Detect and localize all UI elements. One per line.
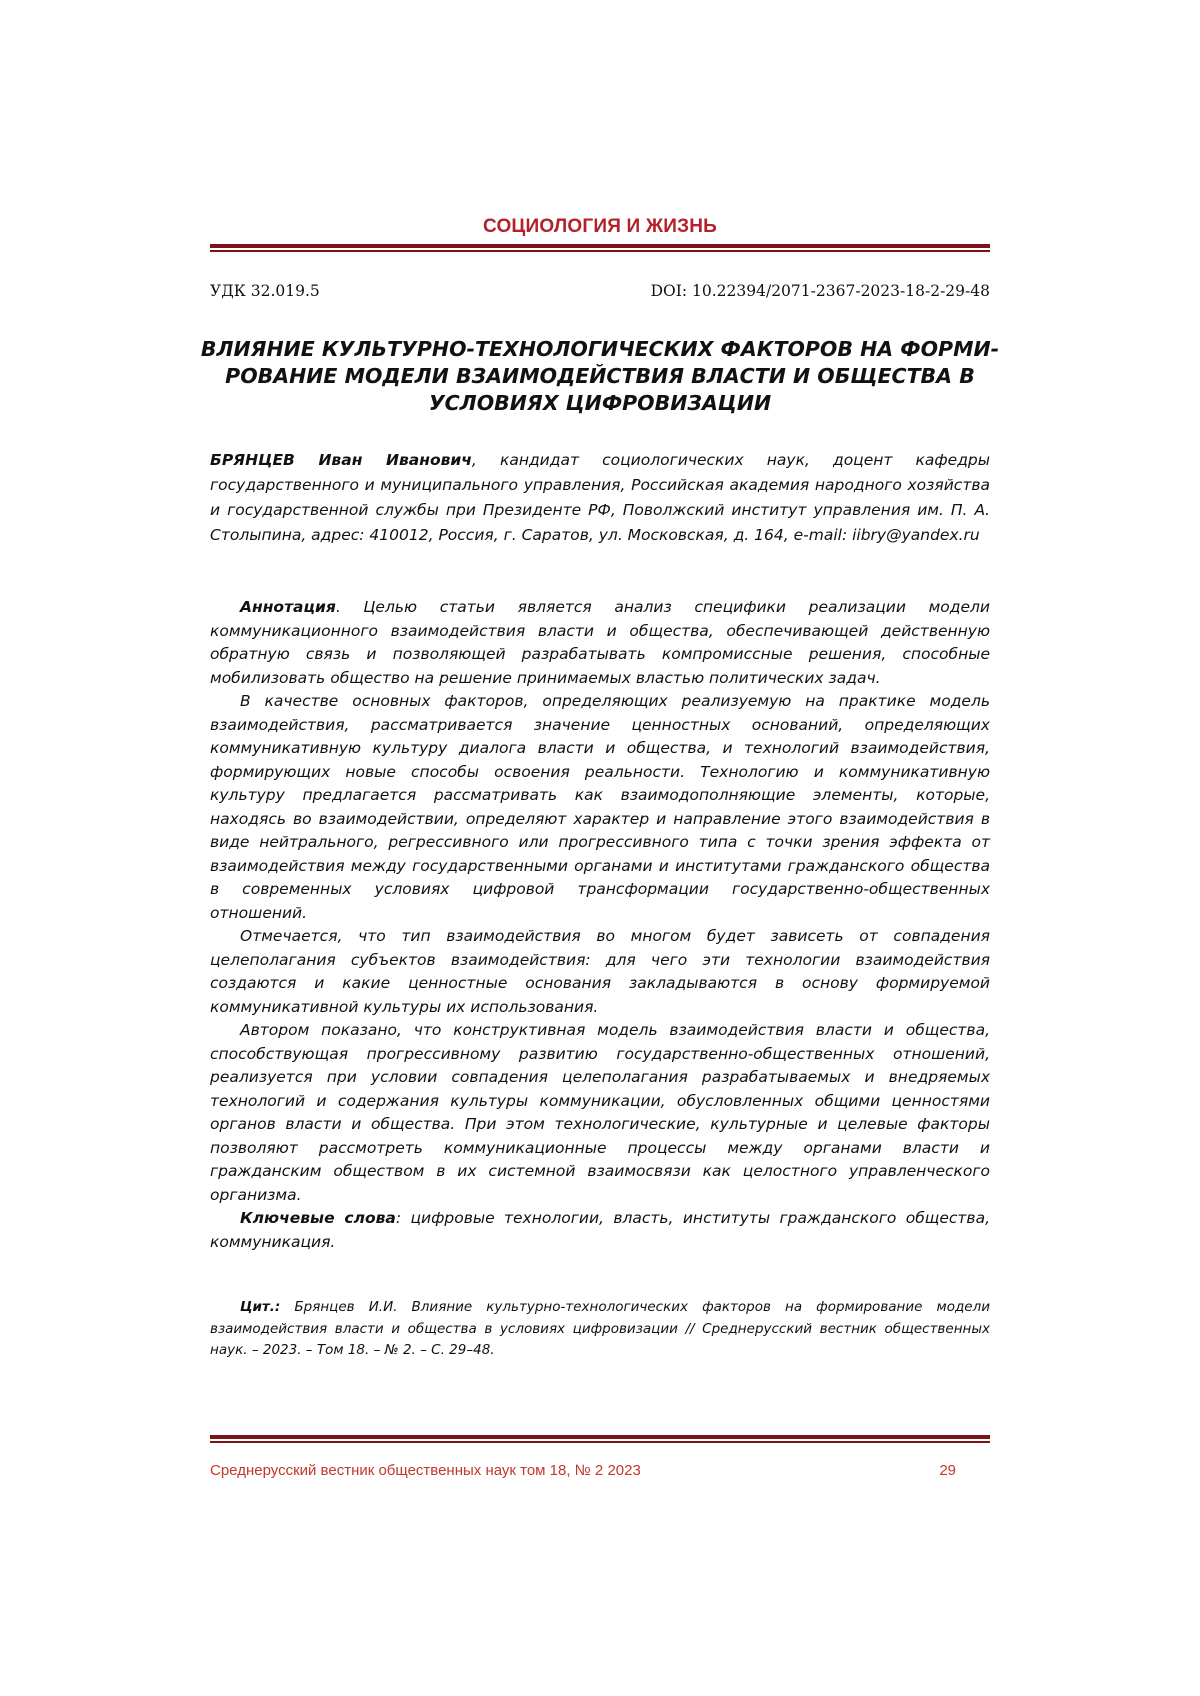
section-heading: СОЦИОЛОГИЯ И ЖИЗНЬ: [483, 216, 717, 237]
abstract-label: Аннотация: [240, 598, 336, 616]
journal-name: Среднерусский вестник общественных наук том 18, № 2 2023: [210, 1462, 641, 1479]
citation-label: Цит.:: [240, 1299, 281, 1315]
author-details: , кандидат социологических наук, доцент кафедры государственного и муниципального управления, Российская академия народного хозяйства и государственной службы при Президенте РФ, Поволжский институт управления им. П. А. Столыпина, адрес: 410012, Россия, г. Саратов, ул. Московская, д. 164, e-mail: iibry@yandex.ru: [210, 451, 990, 544]
header-rule-thick: [210, 244, 990, 248]
abstract: [210, 596, 990, 1254]
article-title-line: РОВАНИЕ МОДЕЛИ ВЗАИМОДЕЙСТВИЯ ВЛАСТИ И ОБЩЕСТВА В: [225, 364, 975, 388]
header-rule-thin: [210, 250, 990, 252]
article-meta: [210, 282, 990, 300]
keywords: [210, 1207, 990, 1254]
author-name: БРЯНЦЕВ Иван Иванович: [210, 451, 472, 469]
header-rule: [210, 244, 990, 252]
abstract-paragraph: Отмечается, что тип взаимодействия во многом будет зависеть от совпадения целеполагания субъектов взаимодействия: для чего эти технологии взаимодействия создаются и какие ценностные основания закладываются в основу формируемой коммуникативной культуры их использования.: [210, 927, 990, 1016]
author-info: [210, 448, 990, 548]
article-title: [200, 336, 1000, 417]
article-title-line: УСЛОВИЯХ ЦИФРОВИЗАЦИИ: [428, 391, 772, 415]
doi: DOI: 10.22394/2071-2367-2023-18-2-29-48: [650, 282, 990, 300]
footer-rule-thin: [210, 1441, 990, 1443]
page-footer: [210, 1462, 990, 1479]
abstract-paragraph: Автором показано, что конструктивная модель взаимодействия власти и общества, способствующая прогрессивному развитию государственно-общественных отношений, реализуется при условии совпадения целеполагания разрабатываемых и внедряемых технологий и содержания культуры коммуникации, обусловленных общими ценностями органов власти и общества. При этом технологические, культурные и целевые факторы позволяют рассмотреть коммуникационные процессы между органами власти и гражданским обществом в их системной взаимосвязи как целостного управленческого организма.: [210, 1021, 990, 1204]
citation-text: Брянцев И.И. Влияние культурно-технологических факторов на формирование модели взаимодействия власти и общества в условиях цифровизации // Среднерусский вестник общественных наук. – 2023. – Том 18. – № 2. – С. 29–48.: [210, 1299, 990, 1358]
footer-rule: [210, 1435, 990, 1443]
article-title-line: ВЛИЯНИЕ КУЛЬТУРНО-ТЕХНОЛОГИЧЕСКИХ ФАКТОРОВ НА ФОРМИ-: [200, 337, 1000, 361]
keywords-text: : цифровые технологии, власть, институты гражданского общества, коммуникация.: [210, 1209, 990, 1251]
citation-paragraph: [210, 1297, 990, 1362]
udc-code: УДК 32.019.5: [210, 282, 320, 300]
abstract-intro: [210, 596, 990, 690]
page-number: 29: [939, 1462, 956, 1479]
footer-rule-thick: [210, 1435, 990, 1439]
keywords-label: Ключевые слова: [240, 1209, 396, 1227]
abstract-paragraph: В качестве основных факторов, определяющих реализуемую на практике модель взаимодействия, рассматривается значение ценностных оснований, определяющих коммуникативную культуру диалога власти и общества, и технологий взаимодействия, формирующих новые способы освоения реальности. Технологию и коммуникативную культуру предлагается рассматривать как взаимодополняющие элементы, которые, находясь во взаимодействии, определяют характер и направление этого взаимодействия в виде нейтрального, регрессивного или прогрессивного типа с точки зрения эффекта от взаимодействия между государственными органами и институтами гражданского общества в современных условиях цифровой трансформации государственно-общественных отношений.: [210, 692, 990, 922]
citation: [210, 1297, 990, 1362]
abstract-intro-text: . Целью статьи является анализ специфики реализации модели коммуникационного взаимодействия власти и общества, обеспечивающей действенную обратную связь и позволяющей разрабатывать компромиссные решения, способные мобилизовать общество на решение принимаемых властью политических задач.: [210, 598, 990, 687]
